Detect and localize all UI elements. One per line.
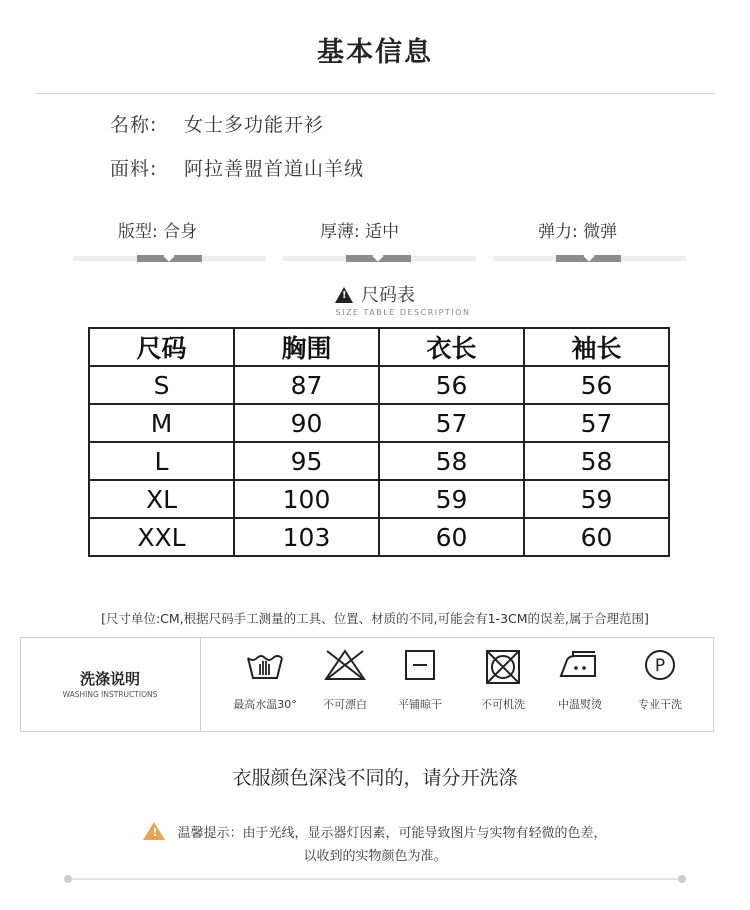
size-cell: M xyxy=(89,404,234,442)
wash-item-label: 不可漂白 xyxy=(323,698,367,711)
thickness-label: 厚薄: 适中 xyxy=(320,222,400,242)
header-cell: 尺码 xyxy=(89,328,234,366)
product-name-key: 名称: xyxy=(110,114,158,136)
washing-title: 洗涤说明 xyxy=(79,670,140,688)
wash-item-label: 不可机洗 xyxy=(481,698,525,711)
fabric-row xyxy=(110,154,364,181)
header-cell: 衣长 xyxy=(379,328,524,366)
chest-cell: 87 xyxy=(234,366,379,404)
size-cell: XXL xyxy=(89,518,234,556)
title-divider xyxy=(35,93,715,94)
size-table-header xyxy=(89,328,669,366)
size-cell: L xyxy=(89,442,234,480)
fabric-key: 面料: xyxy=(110,158,158,180)
divider-dot-left xyxy=(64,875,72,883)
tip-text-1: 温馨提示：由于光线，显示器灯因素，可能导致图片与实物有轻微的色差， xyxy=(177,826,607,841)
svg-text:P: P xyxy=(654,656,666,676)
wash-item-30 xyxy=(220,648,310,712)
caution-icon xyxy=(143,822,165,840)
sleeve-cell: 58 xyxy=(524,442,669,480)
header-cell: 胸围 xyxy=(234,328,379,366)
iron-medium-icon xyxy=(557,648,603,682)
no-bleach-icon xyxy=(323,648,367,682)
table-row xyxy=(89,442,669,480)
wash-item-label: 中温熨烫 xyxy=(558,698,602,711)
tip-line-1 xyxy=(0,822,750,841)
size-cell: XL xyxy=(89,480,234,518)
table-row xyxy=(89,518,669,556)
warning-icon xyxy=(335,287,353,303)
length-cell: 56 xyxy=(379,366,524,404)
dry-flat-icon xyxy=(403,648,437,682)
wash-tub-hand-icon xyxy=(245,648,285,682)
sleeve-cell: 56 xyxy=(524,366,669,404)
table-row xyxy=(89,404,669,442)
wash-item-label: 专业干洗 xyxy=(638,698,682,711)
tip-line-2 xyxy=(0,845,750,864)
length-cell: 60 xyxy=(379,518,524,556)
tip-text-2: 以收到的实物颜色为准。 xyxy=(303,849,447,864)
wash-item-label: 最高水温30° xyxy=(233,698,297,711)
sleeve-cell: 59 xyxy=(524,480,669,518)
size-cell: S xyxy=(89,366,234,404)
size-table-subtitle: SIZE TABLE DESCRIPTION xyxy=(335,308,471,317)
wash-item-dry-clean xyxy=(615,648,705,712)
chest-cell: 95 xyxy=(234,442,379,480)
wash-item-dry-flat xyxy=(375,648,465,712)
size-table-title: 尺码表 xyxy=(361,285,415,306)
table-row xyxy=(89,480,669,518)
washing-divider xyxy=(200,637,201,732)
length-cell: 58 xyxy=(379,442,524,480)
professional-dry-clean-icon xyxy=(643,648,677,682)
product-name-value: 女士多功能开衫 xyxy=(184,114,325,136)
chest-cell: 90 xyxy=(234,404,379,442)
elasticity-label: 弹力: 微弹 xyxy=(538,222,618,242)
chest-cell: 103 xyxy=(234,518,379,556)
length-cell: 59 xyxy=(379,480,524,518)
sleeve-cell: 60 xyxy=(524,518,669,556)
sleeve-cell: 57 xyxy=(524,404,669,442)
table-row xyxy=(89,366,669,404)
length-cell: 57 xyxy=(379,404,524,442)
size-table xyxy=(88,327,670,557)
bottom-divider xyxy=(68,878,682,880)
no-machine-wash-icon xyxy=(484,648,522,686)
header-cell: 袖长 xyxy=(524,328,669,366)
product-name-row xyxy=(110,110,324,137)
measurement-note: [尺寸单位:CM,根据尺码手工测量的工具、位置、材质的不同,可能会有1-3CM的误差,属于合理范围] xyxy=(101,611,649,626)
divider-dot-right xyxy=(678,875,686,883)
wash-item-label: 平铺晾干 xyxy=(398,698,442,711)
page-title: 基本信息 xyxy=(317,37,433,68)
fabric-value: 阿拉善盟首道山羊绒 xyxy=(184,158,365,180)
fit-label: 版型: 合身 xyxy=(118,222,198,242)
wash-item-iron xyxy=(535,648,625,712)
color-washing-note: 衣服颜色深浅不同的，请分开洗涤 xyxy=(232,767,518,789)
washing-subtitle: WASHING INSTRUCTIONS xyxy=(62,690,158,699)
size-table-heading xyxy=(0,281,750,317)
chest-cell: 100 xyxy=(234,480,379,518)
